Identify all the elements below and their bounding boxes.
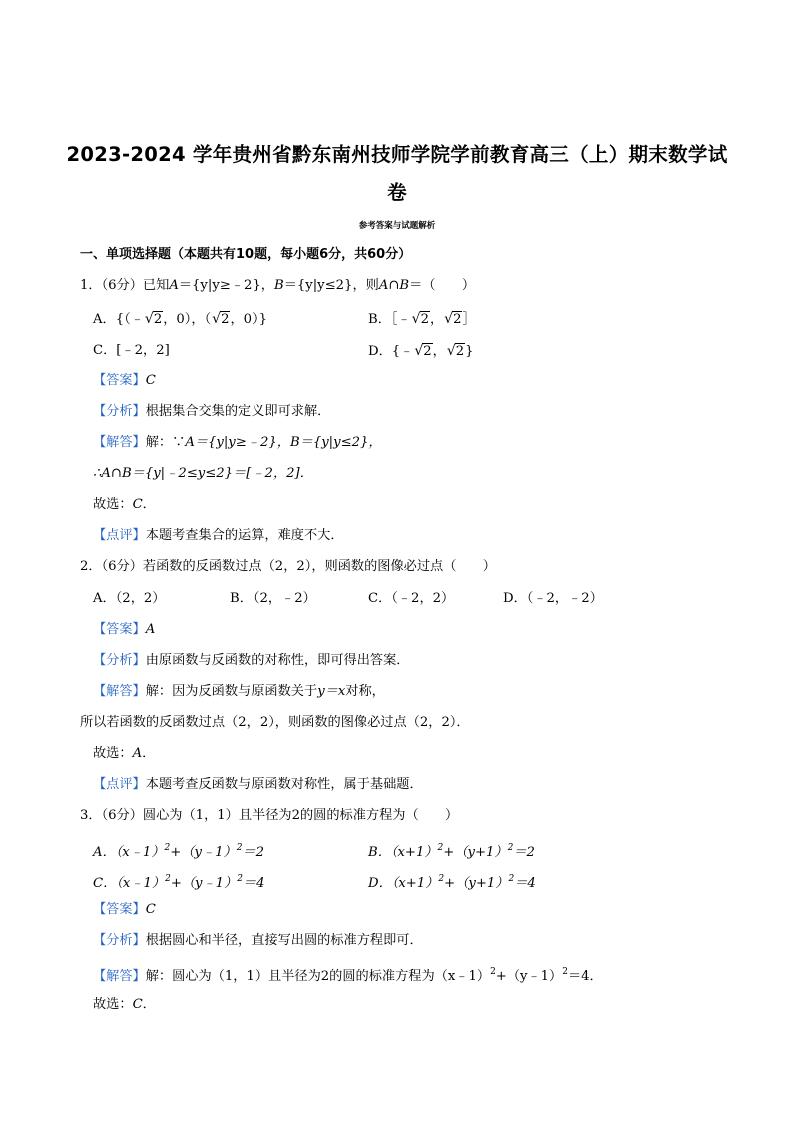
q1-option-d-prefix: D．{﹣ — [368, 344, 414, 359]
q3-option-a-mid: +（y﹣1） — [170, 845, 237, 860]
q2-analysis-text: 由原函数与反函数的对称性，即可得出答案． — [145, 653, 410, 668]
choose-label: 故选： — [93, 746, 133, 761]
q1-answer — [93, 372, 156, 390]
comment-label: 【点评】 — [93, 528, 146, 543]
answer-label: 【答案】 — [93, 373, 146, 388]
q1-stem-suffix: ＝（ ） — [409, 278, 476, 293]
q3-option-a — [93, 839, 264, 862]
q1-solution-text: 解：∵ — [145, 435, 186, 450]
q2-solution-math: y＝x — [317, 684, 346, 699]
sqrt-symbol: √2 — [212, 311, 230, 327]
q1-set-b-def: ＝{y|y≤2}，则 — [283, 278, 379, 293]
analysis-label: 【分析】 — [93, 933, 146, 948]
radicand: 2 — [420, 312, 429, 327]
q2-option-c: C．（﹣2，2） — [368, 591, 455, 606]
choose-label: 故选： — [93, 497, 133, 512]
exponent: 2 — [438, 874, 445, 884]
q2-option-b: B．（2，﹣2） — [230, 591, 316, 606]
q1-option-b-prefix: B．［﹣ — [368, 312, 411, 327]
q2-solution-line2: 所以若函数的反函数过点（2，2），则函数的图像必过点（2，2）． — [80, 715, 470, 730]
q1-analysis-text: 根据集合交集的定义即可求解． — [145, 404, 331, 419]
q2-stem: 2．（6分）若函数的反函数过点（2，2），则函数的图像必过点（ ） — [80, 559, 496, 574]
q1-stem — [80, 277, 475, 295]
q1-choose-value: C — [132, 497, 143, 512]
sqrt-symbol: √2 — [414, 343, 432, 359]
solution-label: 【解答】 — [93, 684, 146, 699]
q1-stem-prefix: 1．（6分）已知 — [80, 278, 170, 293]
q3-stem: 3．（6分）圆心为（1，1）且半径为2的圆的标准方程为（ ） — [80, 808, 459, 823]
q3-analysis — [93, 932, 423, 950]
q2-solution-text: 解：因为反函数与原函数关于 — [145, 684, 318, 699]
q3-option-a-suffix: ＝2 — [242, 845, 265, 860]
q1-option-a — [93, 310, 267, 329]
comment-label: 【点评】 — [93, 777, 146, 792]
q2-analysis — [93, 652, 410, 670]
q3-option-b-prefix: B．（x+1） — [368, 845, 438, 860]
sqrt-symbol: √2 — [446, 343, 465, 359]
answer-label: 【答案】 — [93, 622, 146, 637]
q3-option-d-prefix: D．（x+1） — [368, 876, 439, 891]
q3-option-c-suffix: ＝4 — [243, 876, 265, 891]
period: ． — [142, 497, 156, 512]
radicand: 2 — [455, 344, 465, 359]
q2-option-d: D．（﹣2，﹣2） — [503, 591, 603, 606]
page-title-line2: 卷 — [387, 181, 407, 204]
page-subtitle: 参考答案与试题解析 — [358, 221, 436, 231]
q3-choose-value: C — [132, 997, 143, 1012]
q1-option-b — [368, 310, 476, 329]
q3-solution-suffix: ＝4． — [567, 969, 603, 984]
q1-expr: A∩B — [378, 278, 410, 293]
q3-option-d-suffix: ＝4 — [514, 876, 536, 891]
period: ． — [142, 997, 156, 1012]
q1-solution-line2: ∴A∩B＝{y|﹣2≤y≤2}＝[﹣2，2]． — [93, 466, 313, 481]
exponent: 2 — [237, 874, 243, 884]
q3-solution-prefix: 解：圆心为（1，1）且半径为2的圆的标准方程为（x﹣1） — [145, 969, 491, 984]
q2-choose — [93, 745, 155, 763]
exponent: 2 — [164, 843, 171, 853]
q1-option-c: C．[﹣2，2] — [93, 343, 170, 358]
exponent: 2 — [508, 874, 515, 884]
section-heading: 一、单项选择题（本题共有10题，每小题6分，共60分） — [80, 247, 412, 262]
q1-comment — [93, 527, 344, 545]
q3-choose — [93, 996, 156, 1014]
q3-option-c-prefix: C．（x﹣1） — [93, 876, 166, 891]
choose-label: 故选： — [93, 997, 133, 1012]
sqrt-symbol: √2 — [144, 311, 163, 327]
q1-comment-text: 本题考查集合的运算，难度不大． — [145, 528, 344, 543]
q1-option-d — [368, 342, 474, 361]
q2-solution-text-end: 对称， — [345, 684, 385, 699]
q2-solution — [93, 683, 385, 701]
q3-solution-mid: +（y﹣1） — [495, 969, 563, 984]
q2-answer — [93, 621, 155, 639]
exponent: 2 — [490, 967, 496, 977]
q1-option-d-suffix: } — [465, 344, 474, 359]
exponent: 2 — [165, 874, 171, 884]
sqrt-symbol: √2 — [411, 311, 429, 327]
q1-analysis — [93, 403, 330, 421]
q1-solution — [93, 434, 382, 452]
period: ． — [142, 746, 156, 761]
analysis-label: 【分析】 — [93, 404, 146, 419]
q1-set-a: A — [169, 278, 179, 293]
q2-comment-text: 本题考查反函数与原函数对称性，属于基础题． — [145, 777, 423, 792]
answer-label: 【答案】 — [93, 902, 146, 917]
q3-option-c-mid: +（y﹣1） — [170, 876, 238, 891]
q3-answer-value: C — [145, 902, 156, 917]
q3-option-d — [368, 870, 536, 893]
radicand: 2 — [153, 312, 163, 327]
q1-set-a-def: ＝{y|y≥﹣2}， — [178, 278, 274, 293]
q3-option-d-mid: +（y+1） — [444, 876, 509, 891]
q1-option-d-mid: ， — [432, 344, 446, 359]
analysis-label: 【分析】 — [93, 653, 146, 668]
q3-analysis-text: 根据圆心和半径，直接写出圆的标准方程即可． — [145, 933, 423, 948]
q3-answer — [93, 901, 156, 919]
q2-choose-value: A — [132, 746, 143, 761]
q1-answer-value: C — [145, 373, 156, 388]
q3-solution — [93, 963, 603, 986]
q3-option-c — [93, 870, 265, 893]
q1-option-a-mid: ，0），（ — [163, 312, 212, 327]
q1-option-b-mid: ， — [429, 312, 444, 327]
q1-solution-math: A＝{y|y≥﹣2}，B＝{y|y≤2}， — [185, 435, 382, 450]
exponent: 2 — [507, 843, 514, 853]
q1-option-a-prefix: A．{（﹣ — [93, 312, 144, 327]
radicand: 2 — [221, 312, 230, 327]
sqrt-symbol: √2 — [444, 311, 462, 327]
q2-answer-value: A — [145, 622, 156, 637]
q1-option-a-suffix: ，0）} — [230, 312, 268, 327]
q3-option-a-prefix: A．（x﹣1） — [93, 845, 165, 860]
radicand: 2 — [453, 312, 462, 327]
exponent: 2 — [562, 967, 568, 977]
solution-label: 【解答】 — [93, 435, 146, 450]
exponent: 2 — [236, 843, 243, 853]
exponent: 2 — [437, 843, 444, 853]
page-title-line1: 2023-2024 学年贵州省黔东南州技师学院学前教育高三（上）期末数学试 — [66, 143, 728, 166]
solution-label: 【解答】 — [93, 969, 146, 984]
q2-option-a: A．（2，2） — [93, 591, 166, 606]
q1-set-b: B — [273, 278, 284, 293]
q3-option-b-suffix: ＝2 — [513, 845, 535, 860]
q1-option-b-suffix: ］ — [462, 312, 476, 327]
q1-choose — [93, 496, 156, 514]
radicand: 2 — [423, 344, 432, 359]
q3-option-b-mid: +（y+1） — [443, 845, 508, 860]
q3-option-b — [368, 839, 535, 862]
q2-comment — [93, 776, 423, 794]
